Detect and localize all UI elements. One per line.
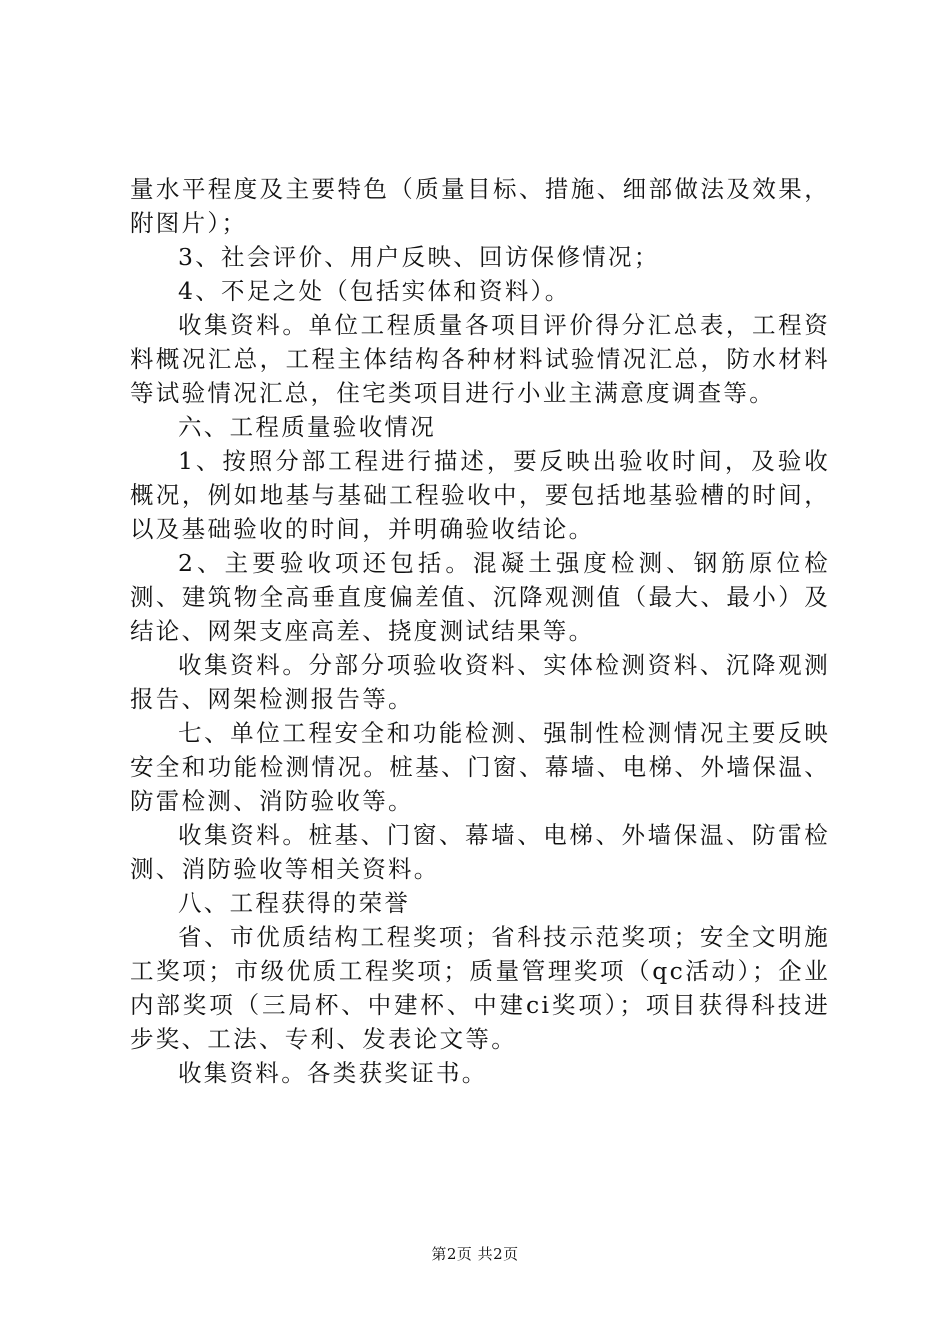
section-heading-8: 八、工程获得的荣誉 xyxy=(178,889,411,917)
paragraph-collect-materials-4: 收集资料。各类获奖证书。 xyxy=(178,1059,488,1087)
paragraph-honors-list: 省、市优质结构工程奖项；省科技示范奖项；安全文明施工奖项；市级优质工程奖项；质量管理奖项（qc活动）；企业内部奖项（三局杯、中建杯、中建ci奖项）；项目获得科技进步奖、工法、专利、发表论文等。 xyxy=(130,923,830,1053)
paragraph-continuation: 量水平程度及主要特色（质量目标、措施、细部做法及效果，附图片）； xyxy=(130,175,830,237)
paragraph-shortcomings: 4、不足之处（包括实体和资料）。 xyxy=(178,277,571,305)
document-body xyxy=(130,172,830,1090)
paragraph-main-acceptance-items: 2、主要验收项还包括。混凝土强度检测、钢筋原位检测、建筑物全高垂直度偏差值、沉降观测值（最大、最小）及结论、网架支座高差、挠度测试结果等。 xyxy=(130,549,830,645)
section-heading-7: 七、单位工程安全和功能检测、强制性检测情况主要反映安全和功能检测情况。桩基、门窗、幕墙、电梯、外墙保温、防雷检测、消防验收等。 xyxy=(130,719,830,815)
paragraph-social-evaluation: 3、社会评价、用户反映、回访保修情况； xyxy=(178,243,660,271)
paragraph-collect-materials-3: 收集资料。桩基、门窗、幕墙、电梯、外墙保温、防雷检测、消防验收等相关资料。 xyxy=(130,821,830,883)
paragraph-collect-materials-2: 收集资料。分部分项验收资料、实体检测资料、沉降观测报告、网架检测报告等。 xyxy=(130,651,830,713)
paragraph-collect-materials-1: 收集资料。单位工程质量各项目评价得分汇总表，工程资料概况汇总，工程主体结构各种材料试验情况汇总，防水材料等试验情况汇总，住宅类项目进行小业主满意度调查等。 xyxy=(130,311,830,407)
section-heading-6: 六、工程质量验收情况 xyxy=(178,413,436,441)
page-number-footer: 第2页 共2页 xyxy=(431,1245,519,1263)
paragraph-acceptance-description: 1、按照分部工程进行描述，要反映出验收时间，及验收概况，例如地基与基础工程验收中，要包括地基验槽的时间，以及基础验收的时间，并明确验收结论。 xyxy=(130,447,830,543)
